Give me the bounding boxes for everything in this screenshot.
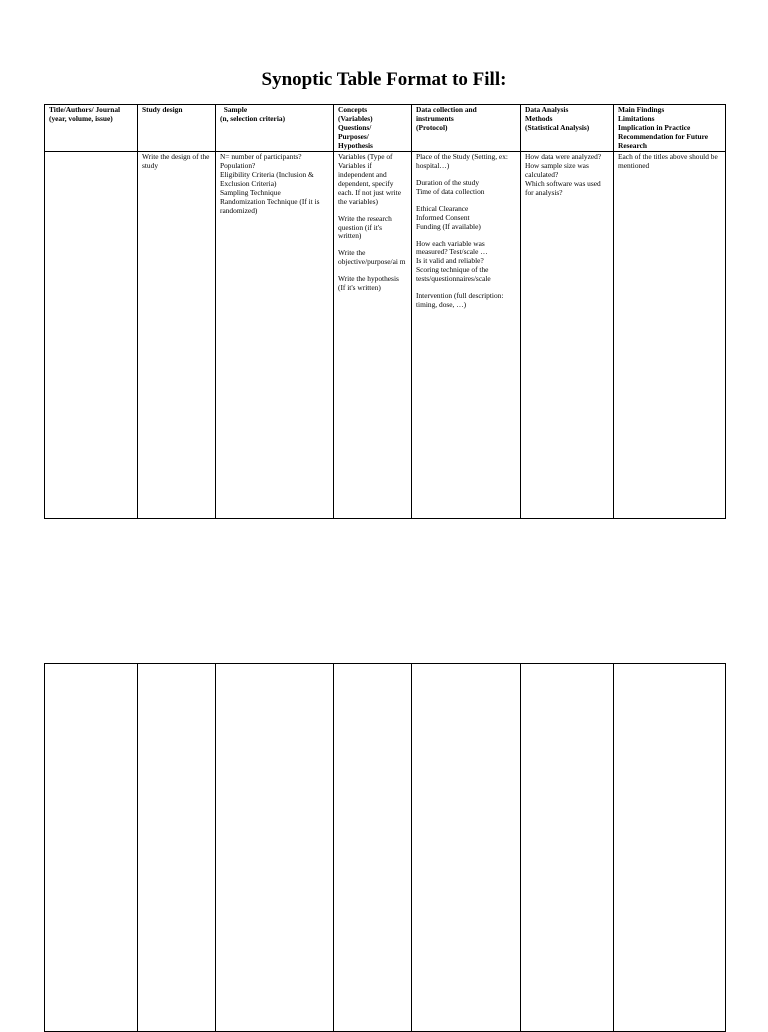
instruction-cell-main-findings[interactable] (614, 152, 726, 519)
cell-text-line: Which software was used for analysis? (525, 179, 603, 197)
cell-text-line: instruments (416, 113, 454, 123)
cell-text-line: Main Findings (618, 105, 665, 114)
header-row (45, 105, 726, 152)
cell-text-line: Recommendation for Future (618, 131, 709, 141)
cell-text-line: Variables (Type of Variables if independent and dependent, specify each. If not just write the variables) (338, 152, 403, 206)
instruction-cell-sample[interactable] (216, 152, 334, 519)
cell-text-line: Data collection and (416, 105, 477, 114)
blank-cell[interactable] (216, 664, 334, 1032)
cell-text-line: (Variables) (338, 113, 373, 123)
cell-text-line: Data Analysis (525, 105, 569, 114)
instruction-cell-concepts[interactable] (334, 152, 412, 519)
cell-text-line: Scoring technique of the tests/questionnaires/scale (416, 265, 491, 283)
cell-text-line: Time of data collection (416, 187, 485, 196)
cell-text-line: How data were analyzed? (525, 152, 602, 162)
blank-cell[interactable] (138, 664, 216, 1032)
cell-text-line: How each variable was measured? Test/scale … (416, 238, 488, 257)
cell-text-line: Randomization Technique (If it is randomized) (220, 196, 322, 215)
cell-text-line: How sample size was calculated? (525, 161, 591, 180)
header-cell-data-analysis (521, 105, 614, 152)
blank-cell[interactable] (334, 664, 412, 1032)
header-cell-title-authors (45, 105, 138, 152)
cell-text-line: Write the hypothesis (If it's written) (338, 274, 401, 292)
synoptic-table (44, 104, 726, 519)
instruction-cell-data-analysis[interactable] (521, 152, 614, 519)
cell-text-line: (Protocol) (416, 122, 448, 132)
cell-text-line: Implication in Practice (618, 122, 691, 132)
blank-synoptic-table (44, 663, 726, 1032)
header-cell-main-findings (614, 105, 726, 152)
header-cell-sample (216, 105, 334, 152)
blank-cell[interactable] (521, 664, 614, 1032)
cell-text-line: Concepts (338, 105, 368, 114)
instruction-cell-data-collection[interactable] (412, 152, 521, 519)
cell-text-line: Write the design of the study (142, 152, 212, 171)
cell-text-line: Hypothesis (338, 140, 373, 150)
header-cell-data-collection (412, 105, 521, 152)
header-cell-study-design (138, 105, 216, 152)
cell-text-line: Methods (525, 113, 553, 123)
cell-text-line: Eligibility Criteria (Inclusion & Exclusion Criteria) (220, 170, 316, 188)
cell-text-line: Duration of the study (416, 178, 480, 188)
blank-cell[interactable] (45, 664, 138, 1032)
cell-text-line: (Statistical Analysis) (525, 122, 590, 132)
blank-cell[interactable] (614, 664, 726, 1032)
cell-text-line: N= number of participants? (220, 152, 302, 162)
cell-text-line: Population? (220, 161, 256, 171)
cell-text-line: Intervention (full description: timing, dose, …) (416, 290, 506, 309)
cell-text-line: Each of the titles above should be mentioned (618, 152, 720, 171)
cell-text-line: Is it valid and reliable? (416, 256, 484, 266)
cell-text-line: Limitations (618, 113, 655, 123)
cell-text-line: Research (618, 140, 648, 150)
cell-text-line: Study design (142, 105, 183, 114)
cell-text-line: Title/Authors/ Journal (49, 105, 121, 114)
blank-cell[interactable] (412, 664, 521, 1032)
cell-text-line: Sampling Technique (220, 187, 281, 197)
cell-text-line: Questions/ (338, 122, 372, 132)
header-cell-concepts (334, 105, 412, 152)
cell-text-line: Write the objective/purpose/ai m (338, 248, 406, 267)
cell-text-line: Purposes/ (338, 131, 369, 141)
cell-text-line: Funding (If available) (416, 221, 481, 231)
cell-text-line: (year, volume, issue) (49, 113, 113, 123)
instruction-cell-title-authors[interactable] (45, 152, 138, 519)
cell-text-line: (n, selection criteria) (220, 113, 286, 123)
instruction-cell-study-design[interactable] (138, 152, 216, 519)
cell-text-line: Place of the Study (Setting, ex: hospital…) (416, 152, 510, 171)
cell-text-line: Informed Consent (416, 212, 470, 222)
cell-text-line: Sample (220, 105, 248, 114)
cell-text-line: Ethical Clearance (416, 203, 469, 213)
page-title: Synoptic Table Format to Fill: (261, 69, 507, 90)
cell-text-line: Write the research question (if it's written) (338, 213, 394, 241)
instruction-row (45, 152, 726, 519)
blank-row (45, 664, 726, 1032)
